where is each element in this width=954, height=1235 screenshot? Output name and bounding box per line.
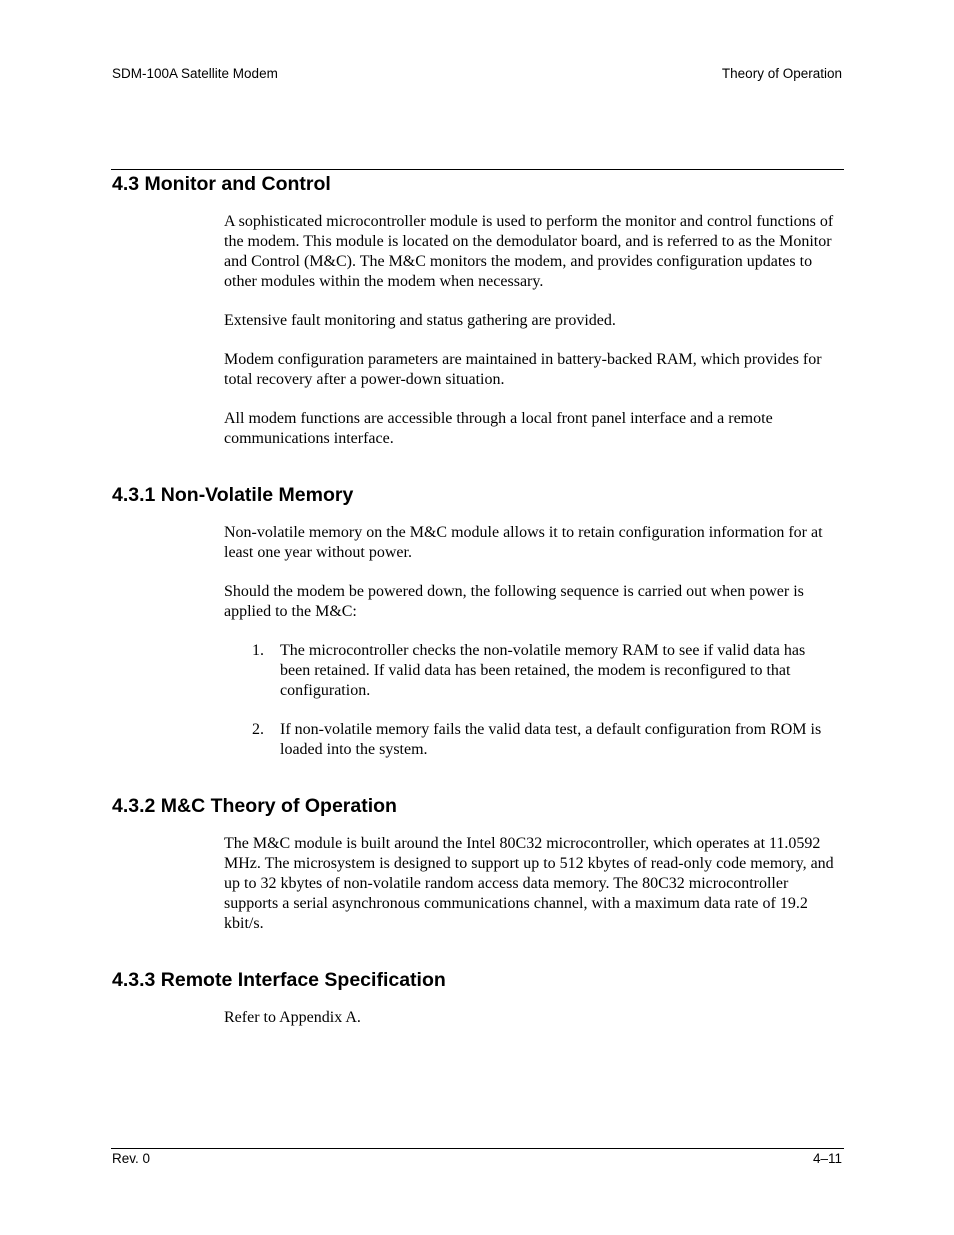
section-heading-4-3-1: 4.3.1 Non-Volatile Memory: [112, 484, 354, 506]
footer-page-number: 4–11: [812, 1151, 842, 1166]
paragraph-4-3-1: A sophisticated microcontroller module is used to perform the monitor and control functions of the modem. This module is located on the demodulator board, and is referred to as the Monitor and Control (M&C). The M&C monitors the modem, and provides configuration updates to other modules within the modem when necessary.: [224, 213, 834, 290]
startup-sequence-list: [0, 641, 954, 760]
footer-revision: Rev. 0: [112, 1151, 151, 1166]
section-heading-4-3: 4.3 Monitor and Control: [112, 173, 331, 195]
list-item-number: 2.: [252, 721, 264, 738]
header-rule: [111, 169, 844, 170]
running-header: [112, 66, 842, 81]
section-heading-4-3-2: 4.3.2 M&C Theory of Operation: [112, 795, 397, 817]
paragraph-4-3-2: Extensive fault monitoring and status gathering are provided.: [224, 312, 616, 329]
paragraph-4-3-4: All modem functions are accessible through a local front panel interface and a remote communications interface.: [224, 410, 773, 447]
list-item: [0, 641, 828, 701]
section-heading-4-3-3: 4.3.3 Remote Interface Specification: [112, 969, 446, 991]
paragraph-4-3-1-1: Non-volatile memory on the M&C module allows it to retain configuration information for at least one year without power.: [224, 524, 823, 561]
running-footer: [112, 1151, 842, 1166]
list-item: [0, 720, 828, 760]
paragraph-4-3-3-1: Refer to Appendix A.: [224, 1009, 361, 1026]
footer-rule: [111, 1148, 844, 1149]
list-item-text: The microcontroller checks the non-volatile memory RAM to see if valid data has been retained. If valid data has been retained, the modem is reconfigured to that configuration.: [280, 642, 806, 699]
paragraph-4-3-3: Modem configuration parameters are maintained in battery-backed RAM, which provides for total recovery after a power-down situation.: [224, 351, 822, 388]
page-content: [0, 171, 954, 1028]
paragraph-4-3-1-2: Should the modem be powered down, the following sequence is carried out when power is applied to the M&C:: [224, 583, 804, 620]
paragraph-4-3-2-1: The M&C module is built around the Intel 80C32 microcontroller, which operates at 11.0592 MHz. The microsystem is designed to support up to 512 kbytes of read-only code memory, and up to 32 kbytes of non-volatile random access data memory. The 80C32 microcontroller supports a serial asynchronous communications channel, with a maximum data rate of 19.2 kbit/s.: [224, 835, 834, 932]
header-document-title: SDM-100A Satellite Modem: [112, 66, 278, 81]
list-item-text: If non-volatile memory fails the valid data test, a default configuration from ROM is loaded into the system.: [280, 721, 822, 758]
header-chapter-title: Theory of Operation: [721, 66, 842, 81]
list-item-number: 1.: [252, 642, 264, 659]
